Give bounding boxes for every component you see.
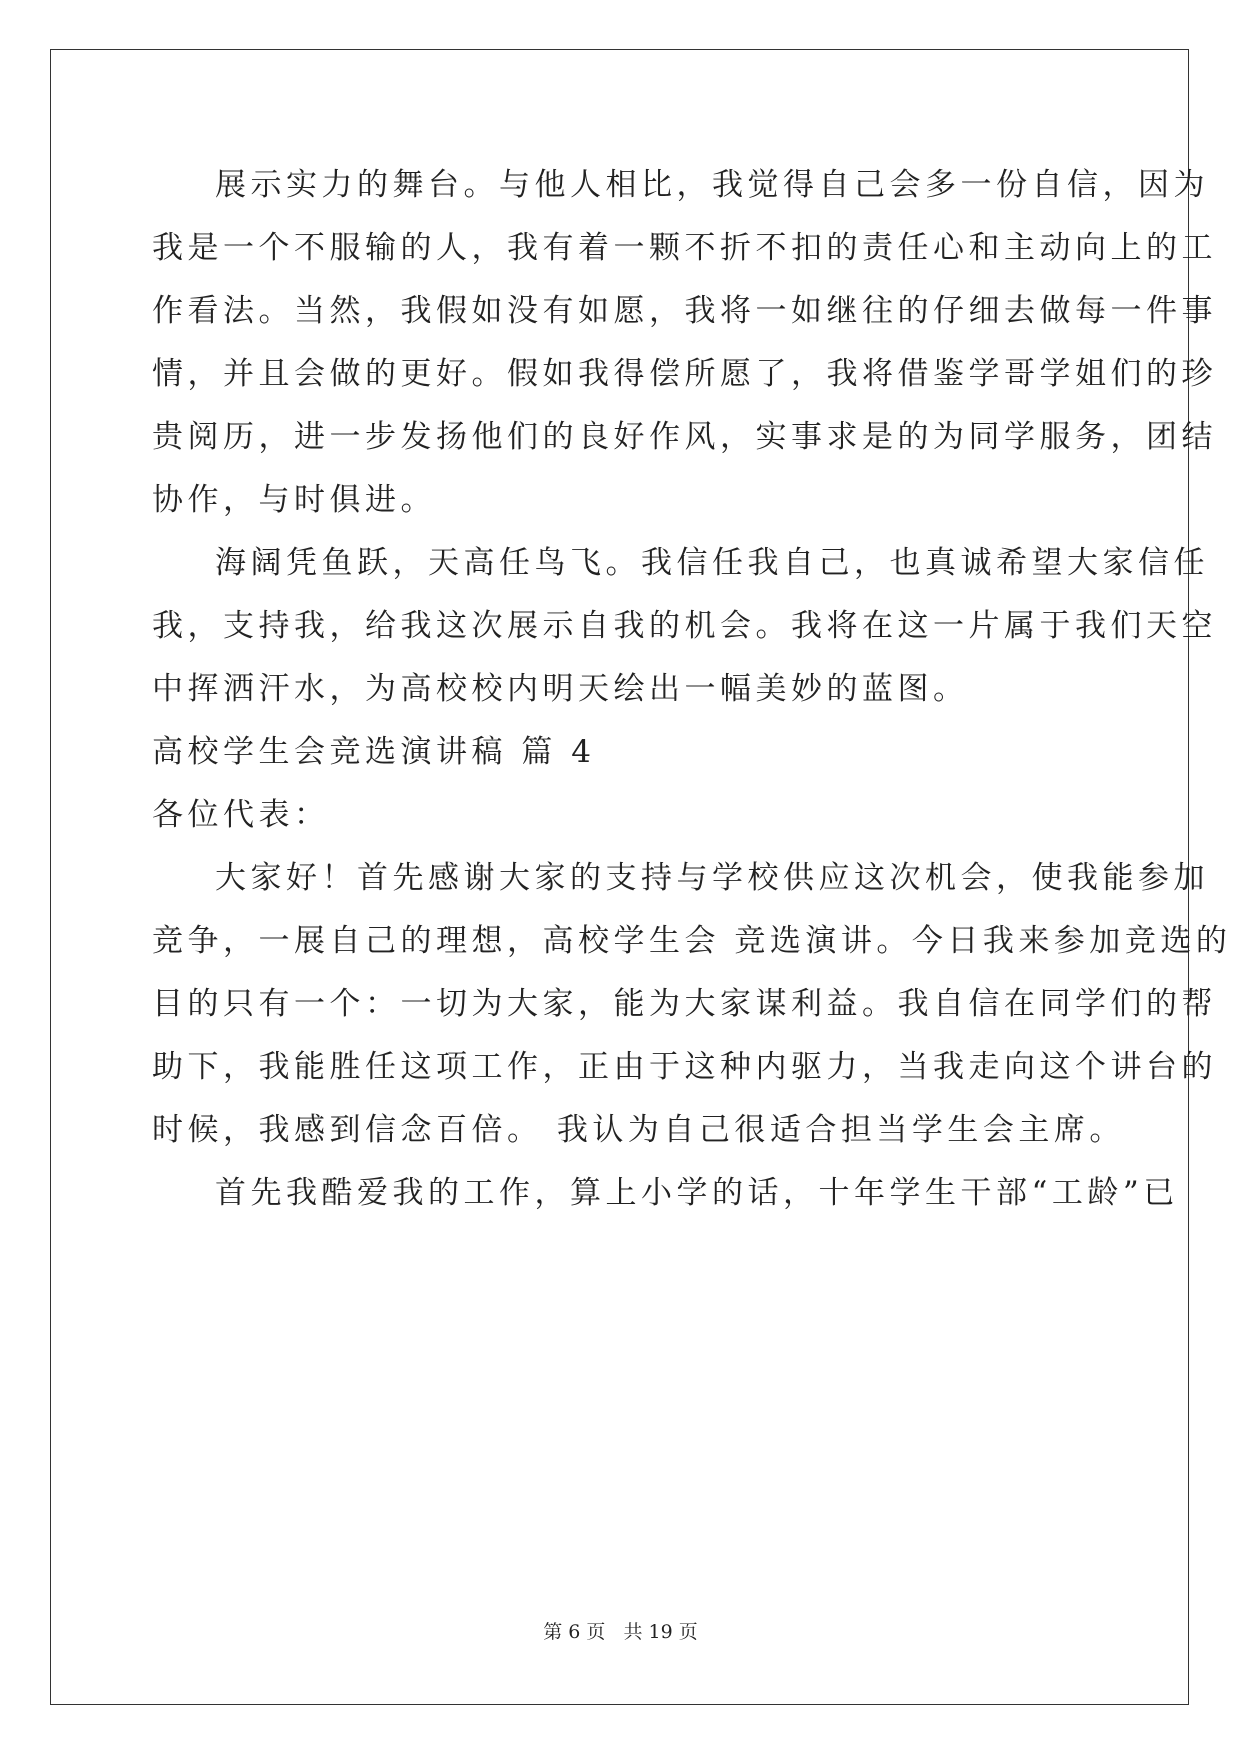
text-line: 目的只有一个：一切为大家，能为大家谋利益。我自信在同学们的帮 bbox=[152, 986, 1217, 1022]
text-line: 贵阅历，进一步发扬他们的良好作风，实事求是的为同学服务，团结 bbox=[152, 419, 1217, 455]
text-line: 大家好！首先感谢大家的支持与学校供应这次机会，使我能参加 bbox=[215, 860, 1209, 896]
page-total: 共 19 页 bbox=[623, 1621, 698, 1643]
text-line: 时候，我感到信念百倍。 我认为自己很适合担当学生会主席。 bbox=[152, 1112, 1125, 1148]
text-line: 情，并且会做的更好。假如我得偿所愿了，我将借鉴学哥学姐们的珍 bbox=[152, 356, 1217, 392]
text-line: 我，支持我，给我这次展示自我的机会。我将在这一片属于我们天空 bbox=[152, 608, 1217, 644]
text-line: 作看法。当然，我假如没有如愿，我将一如继往的仔细去做每一件事 bbox=[152, 293, 1217, 329]
page-footer bbox=[0, 1620, 1241, 1644]
text-line: 首先我酷爱我的工作，算上小学的话，十年学生干部“工龄”已 bbox=[215, 1175, 1179, 1211]
text-line: 中挥洒汗水，为高校校内明天绘出一幅美妙的蓝图。 bbox=[152, 671, 969, 707]
text-line: 协作，与时俱进。 bbox=[152, 482, 436, 518]
text-line: 我是一个不服输的人，我有着一颗不折不扣的责任心和主动向上的工 bbox=[152, 230, 1217, 266]
text-line: 助下，我能胜任这项工作，正由于这种内驱力，当我走向这个讲台的 bbox=[152, 1049, 1217, 1085]
page-number: 第 6 页 bbox=[543, 1621, 606, 1643]
text-line: 展示实力的舞台。与他人相比，我觉得自己会多一份自信，因为 bbox=[215, 167, 1209, 203]
footer-spacer bbox=[605, 1621, 623, 1643]
section-heading: 高校学生会竞选演讲稿 篇 4 bbox=[152, 734, 596, 770]
salutation: 各位代表： bbox=[152, 797, 330, 833]
text-line: 竞争，一展自己的理想，高校学生会 竞选演讲。今日我来参加竞选的 bbox=[152, 923, 1232, 959]
text-line: 海阔凭鱼跃，天高任鸟飞。我信任我自己，也真诚希望大家信任 bbox=[215, 545, 1209, 581]
